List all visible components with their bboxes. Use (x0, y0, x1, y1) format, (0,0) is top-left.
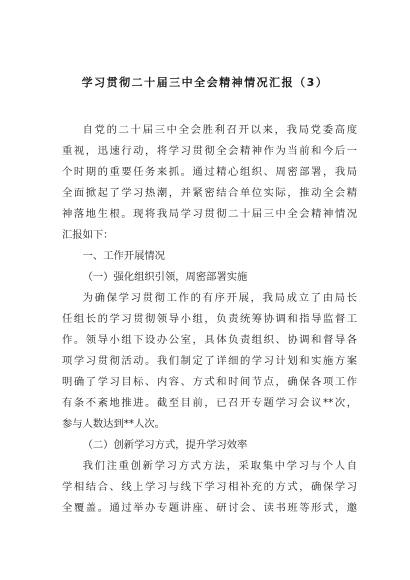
intro-line: 个时期的重要任务来抓。通过精心组织、周密部署，我局 (62, 166, 357, 178)
body-line: 任组长的学习贯彻领导小组，负责统筹协调和指导监督工 (62, 313, 357, 325)
intro-line: 神落地生根。现将我局学习贯彻二十届三中全会精神情况 (62, 208, 357, 220)
subsection-heading: （二）创新学习方式，提升学习效率 (82, 439, 248, 451)
body-line: 全覆盖。通过举办专题讲座、研讨会、读书班等形式，邀 (62, 502, 357, 514)
body-line: 我们注重创新学习方式方法，采取集中学习与个人自 (82, 460, 357, 472)
body-line: 明确了学习目标、内容、方式和时间节点，确保各项工作 (62, 376, 357, 388)
intro-line: 汇报如下： (62, 229, 114, 241)
document-title: 学习贯彻二十届三中全会精神情况汇报（3） (81, 76, 329, 89)
intro-line: 重视，迅速行动，将学习贯彻全会精神作为当前和今后一 (62, 145, 357, 157)
body-line: 参与人数达到**人次。 (62, 418, 165, 430)
intro-line: 自党的二十届三中全会胜利召开以来，我局党委高度 (82, 124, 357, 136)
body-line: 有条不紊地推进。截至目前，已召开专题学习会议**次， (62, 397, 357, 409)
body-line: 项学习贯彻活动。我们制定了详细的学习计划和实施方案 (62, 355, 357, 367)
body-line: 为确保学习贯彻工作的有序开展，我局成立了由局长 (82, 292, 357, 304)
section-heading: 一、工作开展情况 (82, 250, 165, 262)
body-line: 学相结合、线上学习与线下学习相补充的方式，确保学习 (62, 481, 357, 493)
document-body (62, 120, 357, 519)
body-line: 作。领导小组下设办公室，具体负责组织、协调和督导各 (62, 334, 357, 346)
intro-line: 全面掀起了学习热潮，并紧密结合单位实际，推动全会精 (62, 187, 357, 199)
subsection-heading: （一）强化组织引领，周密部署实施 (82, 271, 248, 283)
